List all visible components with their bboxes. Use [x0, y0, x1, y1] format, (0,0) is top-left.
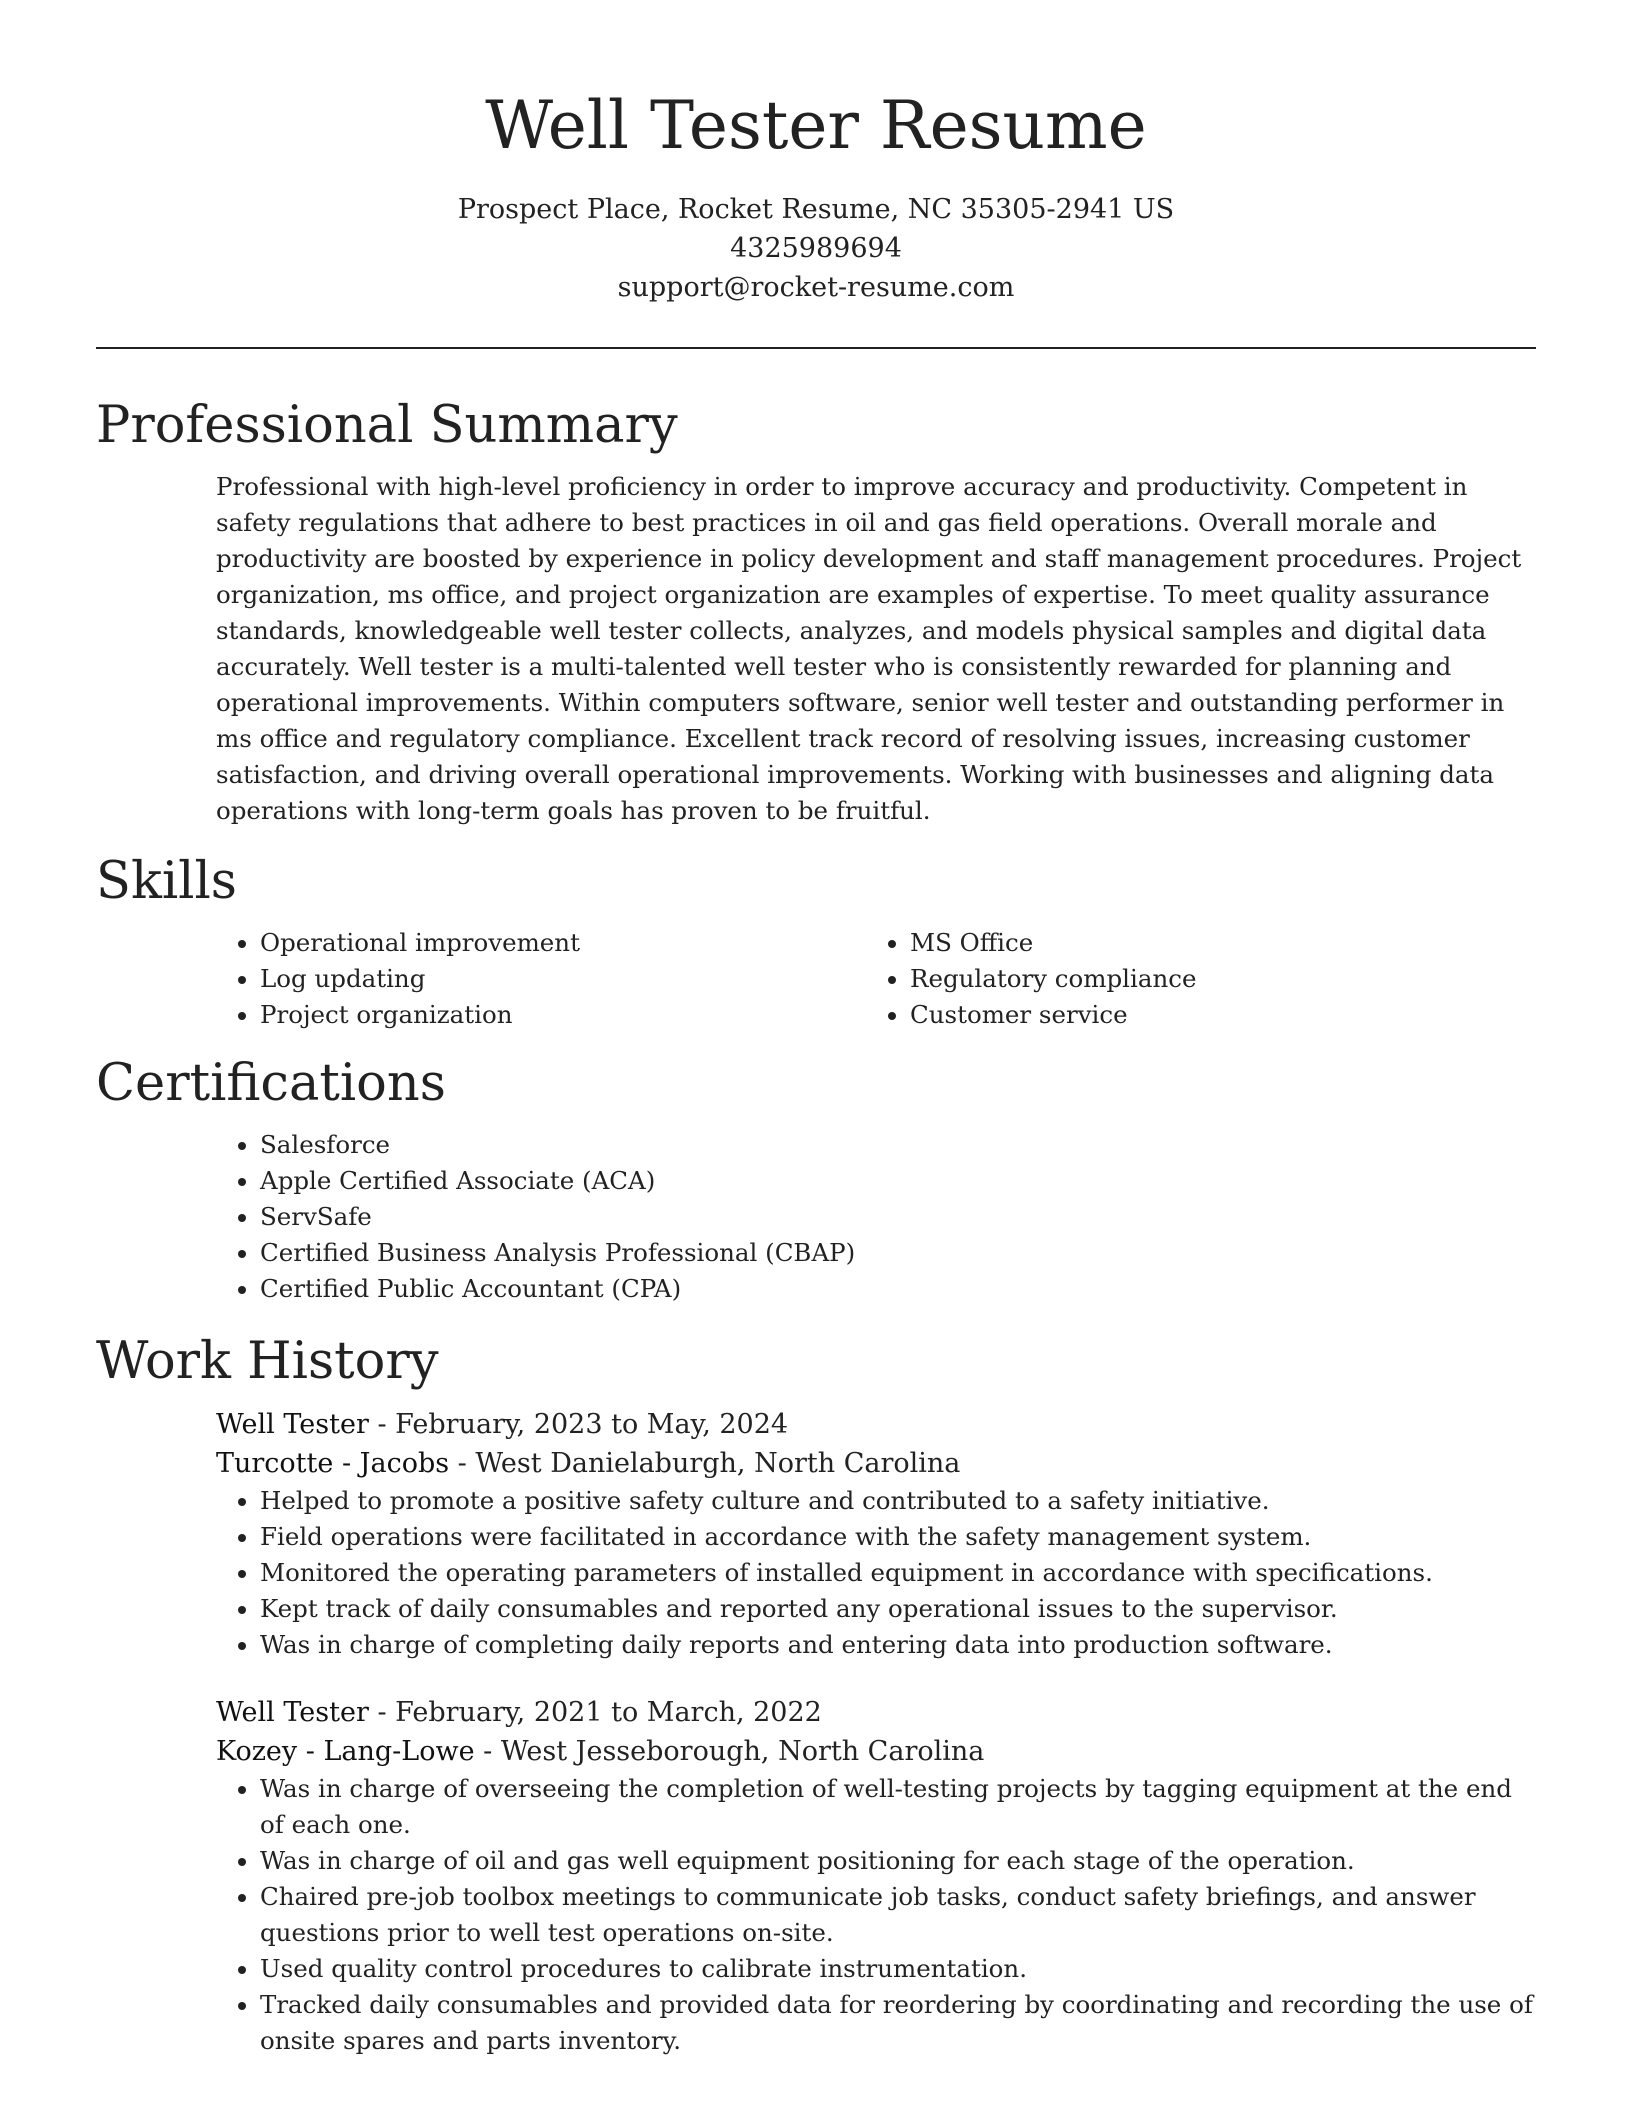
certifications-section [96, 1051, 1536, 1307]
contact-phone: 4325989694 [730, 233, 902, 264]
job-dates: - February, 2023 to May, 2024 [368, 1409, 789, 1440]
certification-item: • Certified Public Accountant (CPA) [260, 1271, 1536, 1307]
job-duty-item: • Chaired pre-job toolbox meetings to communicate job tasks, conduct safety briefings, and answer questions prior to well test operations on-site. [260, 1879, 1536, 1951]
job-duties-list [216, 1771, 1536, 2059]
skills-column-right [866, 925, 1516, 1033]
job-duty-item: • Was in charge of completing daily reports and entering data into production software. [260, 1627, 1536, 1663]
job-duty-item: • Field operations were facilitated in accordance with the safety management system. [260, 1519, 1536, 1555]
skills-heading: Skills [96, 852, 237, 911]
job-role-line [216, 1405, 1536, 1444]
certifications-list-wrap [216, 1127, 1536, 1307]
skill-item: • Project organization [260, 997, 866, 1033]
job-location: - West Jesseborough, North Carolina [474, 1736, 985, 1767]
skill-item: • MS Office [910, 925, 1516, 961]
job-location: - West Danielaburgh, North Carolina [449, 1448, 961, 1479]
skill-item: • Operational improvement [260, 925, 866, 961]
summary-section [96, 393, 1536, 829]
job-duty-item: • Monitored the operating parameters of installed equipment in accordance with specifications. [260, 1555, 1536, 1591]
skills-grid [216, 925, 1536, 1033]
job-company: Turcotte - Jacobs [216, 1448, 450, 1479]
job-company-line [216, 1732, 1536, 1771]
skill-item: • Customer service [910, 997, 1516, 1033]
contact-address: Prospect Place, Rocket Resume, NC 35305-2941 US [457, 194, 1175, 225]
job-company: Kozey - Lang-Lowe [216, 1736, 475, 1767]
summary-text: Professional with high-level proficiency in order to improve accuracy and productivity. Competent in safety regulations that adhere to best practices in oil and gas field operations. Overall morale and productivity are boosted by experience in policy development and staff management procedures. Project organization, ms office, and project organization are examples of expertise. To meet quality assurance standards, knowledgeable well tester collects, analyzes, and models physical samples and digital data accurately. Well tester is a multi-talented well tester who is consistently rewarded for planning and operational improvements. Within computers software, senior well tester and outstanding performer in ms office and regulatory compliance. Excellent track record of resolving issues, increasing customer satisfaction, and driving overall operational improvements. Working with businesses and aligning data operations with long-term goals has proven to be fruitful. [216, 472, 1522, 825]
skills-list-right [866, 925, 1516, 1033]
summary-heading: Professional Summary [96, 396, 678, 455]
certification-item: • Apple Certified Associate (ACA) [260, 1163, 1536, 1199]
work-history-section [96, 1329, 1536, 2059]
certification-item: • Salesforce [260, 1127, 1536, 1163]
contact-email: support@rocket-resume.com [617, 272, 1015, 303]
contact-block [96, 190, 1536, 307]
job-duty-item: • Helped to promote a positive safety culture and contributed to a safety initiative. [260, 1483, 1536, 1519]
certification-item: • ServSafe [260, 1199, 1536, 1235]
job-duty-item: • Was in charge of overseeing the completion of well-testing projects by tagging equipment at the end of each one. [260, 1771, 1536, 1843]
job-duty-item: • Used quality control procedures to calibrate instrumentation. [260, 1951, 1536, 1987]
job-role: Well Tester [216, 1409, 369, 1440]
job-duty-item: • Was in charge of oil and gas well equipment positioning for each stage of the operation. [260, 1843, 1536, 1879]
certifications-heading: Certifications [96, 1054, 446, 1113]
job-duty-item: • Kept track of daily consumables and reported any operational issues to the supervisor. [260, 1591, 1536, 1627]
work-history-heading: Work History [96, 1332, 439, 1391]
resume-header [96, 0, 1536, 307]
job-company-line [216, 1444, 1536, 1483]
job-entry [216, 1405, 1536, 1663]
certifications-list [216, 1127, 1536, 1307]
job-entry [216, 1693, 1536, 2059]
resume-title: Well Tester Resume [485, 87, 1147, 164]
skill-item: • Regulatory compliance [910, 961, 1516, 997]
skills-list-left [216, 925, 866, 1033]
certification-item: • Certified Business Analysis Professional (CBAP) [260, 1235, 1536, 1271]
job-role: Well Tester [216, 1697, 369, 1728]
job-dates: - February, 2021 to March, 2022 [368, 1697, 822, 1728]
skill-item: • Log updating [260, 961, 866, 997]
skills-section [96, 849, 1536, 1033]
job-role-line [216, 1693, 1536, 1732]
job-duties-list [216, 1483, 1536, 1663]
header-divider [96, 347, 1536, 349]
skills-column-left [216, 925, 866, 1033]
job-duty-item: • Tracked daily consumables and provided data for reordering by coordinating and recording the use of onsite spares and parts inventory. [260, 1987, 1536, 2059]
